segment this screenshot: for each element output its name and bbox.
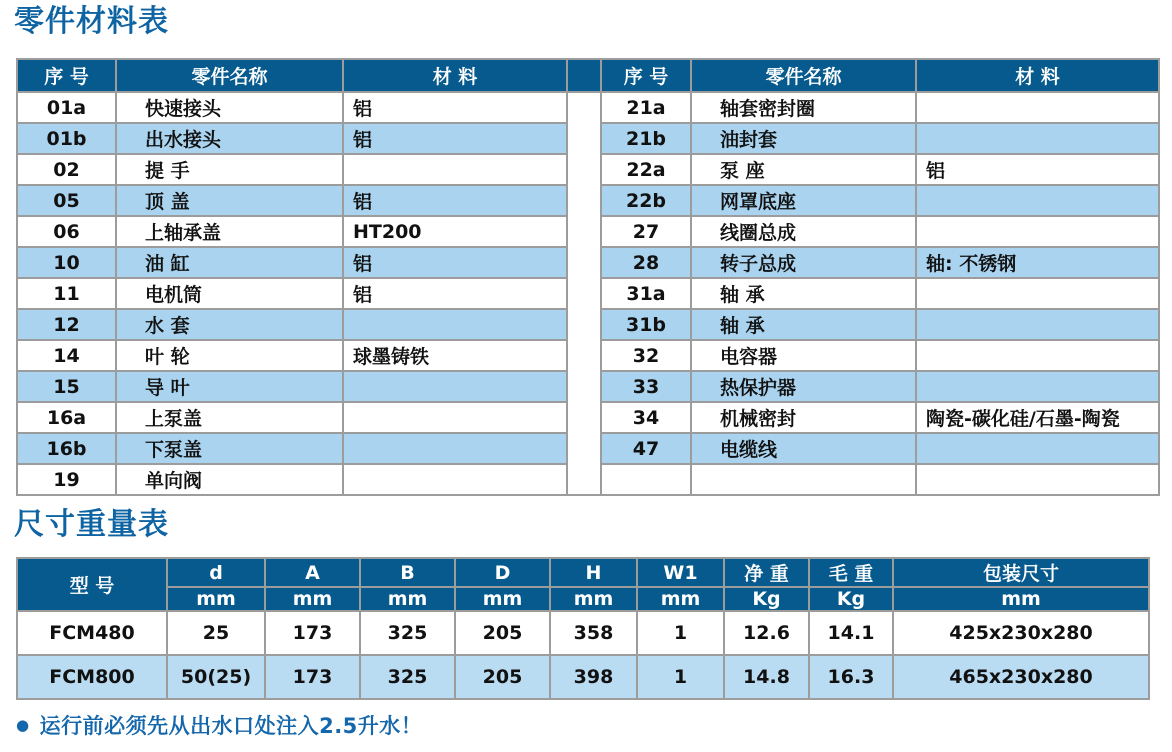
parts-material-table bbox=[16, 58, 1160, 496]
part-name-cell: 轴套密封圈 bbox=[691, 92, 916, 123]
part-name-cell: 油封套 bbox=[691, 123, 916, 154]
part-serial-cell: 02 bbox=[17, 154, 116, 185]
part-name-cell: 电缆线 bbox=[691, 433, 916, 464]
part-serial-cell: 06 bbox=[17, 216, 116, 247]
part-name-cell: 机械密封 bbox=[691, 402, 916, 433]
part-serial-cell: 16a bbox=[17, 402, 116, 433]
dimension-value-cell: 16.3 bbox=[809, 655, 893, 699]
part-serial-cell bbox=[601, 464, 691, 495]
col-header-unit: mm bbox=[360, 587, 455, 611]
dimension-value-cell: 12.6 bbox=[724, 611, 809, 655]
part-name-cell: 网罩底座 bbox=[691, 185, 916, 216]
part-material-cell bbox=[343, 433, 567, 464]
operation-note-text: 运行前必须先从出水口处注入2.5升水！ bbox=[39, 714, 423, 738]
part-material-cell bbox=[916, 278, 1159, 309]
parts-table-title: 零件材料表 bbox=[14, 4, 169, 39]
dimension-value-cell: 25 bbox=[167, 611, 265, 655]
part-serial-cell: 47 bbox=[601, 433, 691, 464]
part-serial-cell: 15 bbox=[17, 371, 116, 402]
col-header-material-left: 材 料 bbox=[343, 59, 567, 92]
part-material-cell bbox=[343, 464, 567, 495]
part-material-cell bbox=[343, 309, 567, 340]
part-serial-cell: 11 bbox=[17, 278, 116, 309]
part-name-cell: 轴 承 bbox=[691, 278, 916, 309]
dimension-value-cell: 205 bbox=[455, 655, 550, 699]
col-header-unit: mm bbox=[893, 587, 1149, 611]
part-material-cell bbox=[916, 92, 1159, 123]
part-serial-cell: 22b bbox=[601, 185, 691, 216]
part-name-cell: 出水接头 bbox=[116, 123, 343, 154]
col-header-dimension: A bbox=[265, 558, 360, 587]
dimension-value-cell: 173 bbox=[265, 655, 360, 699]
part-material-cell: 球墨铸铁 bbox=[343, 340, 567, 371]
size-table-header-row bbox=[17, 558, 1149, 587]
parts-table-header-row bbox=[17, 59, 1159, 92]
col-header-material-right: 材 料 bbox=[916, 59, 1159, 92]
part-name-cell: 电机筒 bbox=[116, 278, 343, 309]
dimension-value-cell: 358 bbox=[550, 611, 637, 655]
part-material-cell bbox=[916, 340, 1159, 371]
part-material-cell: 铝 bbox=[343, 278, 567, 309]
part-name-cell: 叶 轮 bbox=[116, 340, 343, 371]
operation-note bbox=[16, 710, 422, 740]
part-name-cell: 顶 盖 bbox=[116, 185, 343, 216]
bullet-icon: ● bbox=[16, 715, 30, 734]
part-serial-cell: 21a bbox=[601, 92, 691, 123]
dimension-value-cell: 325 bbox=[360, 611, 455, 655]
col-header-dimension: D bbox=[455, 558, 550, 587]
part-serial-cell: 10 bbox=[17, 247, 116, 278]
model-cell: FCM800 bbox=[17, 655, 167, 699]
col-header-partname-right: 零件名称 bbox=[691, 59, 916, 92]
part-name-cell: 线圈总成 bbox=[691, 216, 916, 247]
size-weight-table bbox=[16, 557, 1150, 700]
part-serial-cell: 27 bbox=[601, 216, 691, 247]
part-name-cell bbox=[691, 464, 916, 495]
col-header-unit: mm bbox=[455, 587, 550, 611]
part-name-cell: 下泵盖 bbox=[116, 433, 343, 464]
part-serial-cell: 16b bbox=[17, 433, 116, 464]
part-name-cell: 上轴承盖 bbox=[116, 216, 343, 247]
part-serial-cell: 14 bbox=[17, 340, 116, 371]
size-weight-table-title: 尺寸重量表 bbox=[14, 507, 169, 542]
parts-table-row bbox=[17, 92, 1159, 123]
part-material-cell: 铝 bbox=[343, 247, 567, 278]
spacer-column bbox=[567, 92, 601, 495]
part-material-cell: 铝 bbox=[916, 154, 1159, 185]
col-header-serial-right: 序 号 bbox=[601, 59, 691, 92]
col-header-unit: mm bbox=[550, 587, 637, 611]
part-material-cell bbox=[916, 371, 1159, 402]
part-material-cell: 轴: 不锈钢 bbox=[916, 247, 1159, 278]
part-material-cell bbox=[916, 123, 1159, 154]
col-header-partname-left: 零件名称 bbox=[116, 59, 343, 92]
size-table-row bbox=[17, 611, 1149, 655]
part-material-cell: HT200 bbox=[343, 216, 567, 247]
dimension-value-cell: 325 bbox=[360, 655, 455, 699]
dimension-value-cell: 173 bbox=[265, 611, 360, 655]
part-serial-cell: 28 bbox=[601, 247, 691, 278]
part-name-cell: 上泵盖 bbox=[116, 402, 343, 433]
dimension-value-cell: 398 bbox=[550, 655, 637, 699]
dimension-value-cell: 14.8 bbox=[724, 655, 809, 699]
col-header-dimension: W1 bbox=[637, 558, 724, 587]
part-serial-cell: 22a bbox=[601, 154, 691, 185]
part-serial-cell: 05 bbox=[17, 185, 116, 216]
part-name-cell: 转子总成 bbox=[691, 247, 916, 278]
dimension-value-cell: 50(25) bbox=[167, 655, 265, 699]
col-header-serial-left: 序 号 bbox=[17, 59, 116, 92]
part-material-cell bbox=[343, 154, 567, 185]
dimension-value-cell: 465x230x280 bbox=[893, 655, 1149, 699]
col-header-dimension: 净 重 bbox=[724, 558, 809, 587]
part-serial-cell: 32 bbox=[601, 340, 691, 371]
col-header-dimension: 包装尺寸 bbox=[893, 558, 1149, 587]
part-serial-cell: 01a bbox=[17, 92, 116, 123]
dimension-value-cell: 205 bbox=[455, 611, 550, 655]
size-table-units-row bbox=[17, 587, 1149, 611]
part-name-cell: 电容器 bbox=[691, 340, 916, 371]
part-material-cell: 陶瓷-碳化硅/石墨-陶瓷 bbox=[916, 402, 1159, 433]
col-header-dimension: B bbox=[360, 558, 455, 587]
spacer-column-header bbox=[567, 59, 601, 92]
part-serial-cell: 19 bbox=[17, 464, 116, 495]
part-serial-cell: 12 bbox=[17, 309, 116, 340]
part-name-cell: 提 手 bbox=[116, 154, 343, 185]
dimension-value-cell: 425x230x280 bbox=[893, 611, 1149, 655]
size-table-row bbox=[17, 655, 1149, 699]
dimension-value-cell: 1 bbox=[637, 655, 724, 699]
part-serial-cell: 01b bbox=[17, 123, 116, 154]
part-name-cell: 油 缸 bbox=[116, 247, 343, 278]
model-cell: FCM480 bbox=[17, 611, 167, 655]
part-serial-cell: 31a bbox=[601, 278, 691, 309]
part-material-cell bbox=[343, 371, 567, 402]
col-header-dimension: d bbox=[167, 558, 265, 587]
col-header-unit: mm bbox=[265, 587, 360, 611]
part-material-cell bbox=[343, 402, 567, 433]
part-material-cell bbox=[916, 433, 1159, 464]
part-serial-cell: 21b bbox=[601, 123, 691, 154]
part-name-cell: 轴 承 bbox=[691, 309, 916, 340]
part-name-cell: 快速接头 bbox=[116, 92, 343, 123]
part-material-cell bbox=[916, 185, 1159, 216]
part-serial-cell: 33 bbox=[601, 371, 691, 402]
col-header-unit: Kg bbox=[724, 587, 809, 611]
part-material-cell: 铝 bbox=[343, 185, 567, 216]
col-header-unit: Kg bbox=[809, 587, 893, 611]
part-material-cell: 铝 bbox=[343, 123, 567, 154]
part-name-cell: 泵 座 bbox=[691, 154, 916, 185]
part-material-cell: 铝 bbox=[343, 92, 567, 123]
part-name-cell: 水 套 bbox=[116, 309, 343, 340]
col-header-dimension: 毛 重 bbox=[809, 558, 893, 587]
part-material-cell bbox=[916, 464, 1159, 495]
part-material-cell bbox=[916, 216, 1159, 247]
part-name-cell: 热保护器 bbox=[691, 371, 916, 402]
col-header-unit: mm bbox=[167, 587, 265, 611]
dimension-value-cell: 1 bbox=[637, 611, 724, 655]
col-header-unit: mm bbox=[637, 587, 724, 611]
part-material-cell bbox=[916, 309, 1159, 340]
part-name-cell: 导 叶 bbox=[116, 371, 343, 402]
dimension-value-cell: 14.1 bbox=[809, 611, 893, 655]
part-serial-cell: 34 bbox=[601, 402, 691, 433]
col-header-dimension: H bbox=[550, 558, 637, 587]
part-serial-cell: 31b bbox=[601, 309, 691, 340]
col-header-model: 型 号 bbox=[17, 558, 167, 611]
part-name-cell: 单向阀 bbox=[116, 464, 343, 495]
